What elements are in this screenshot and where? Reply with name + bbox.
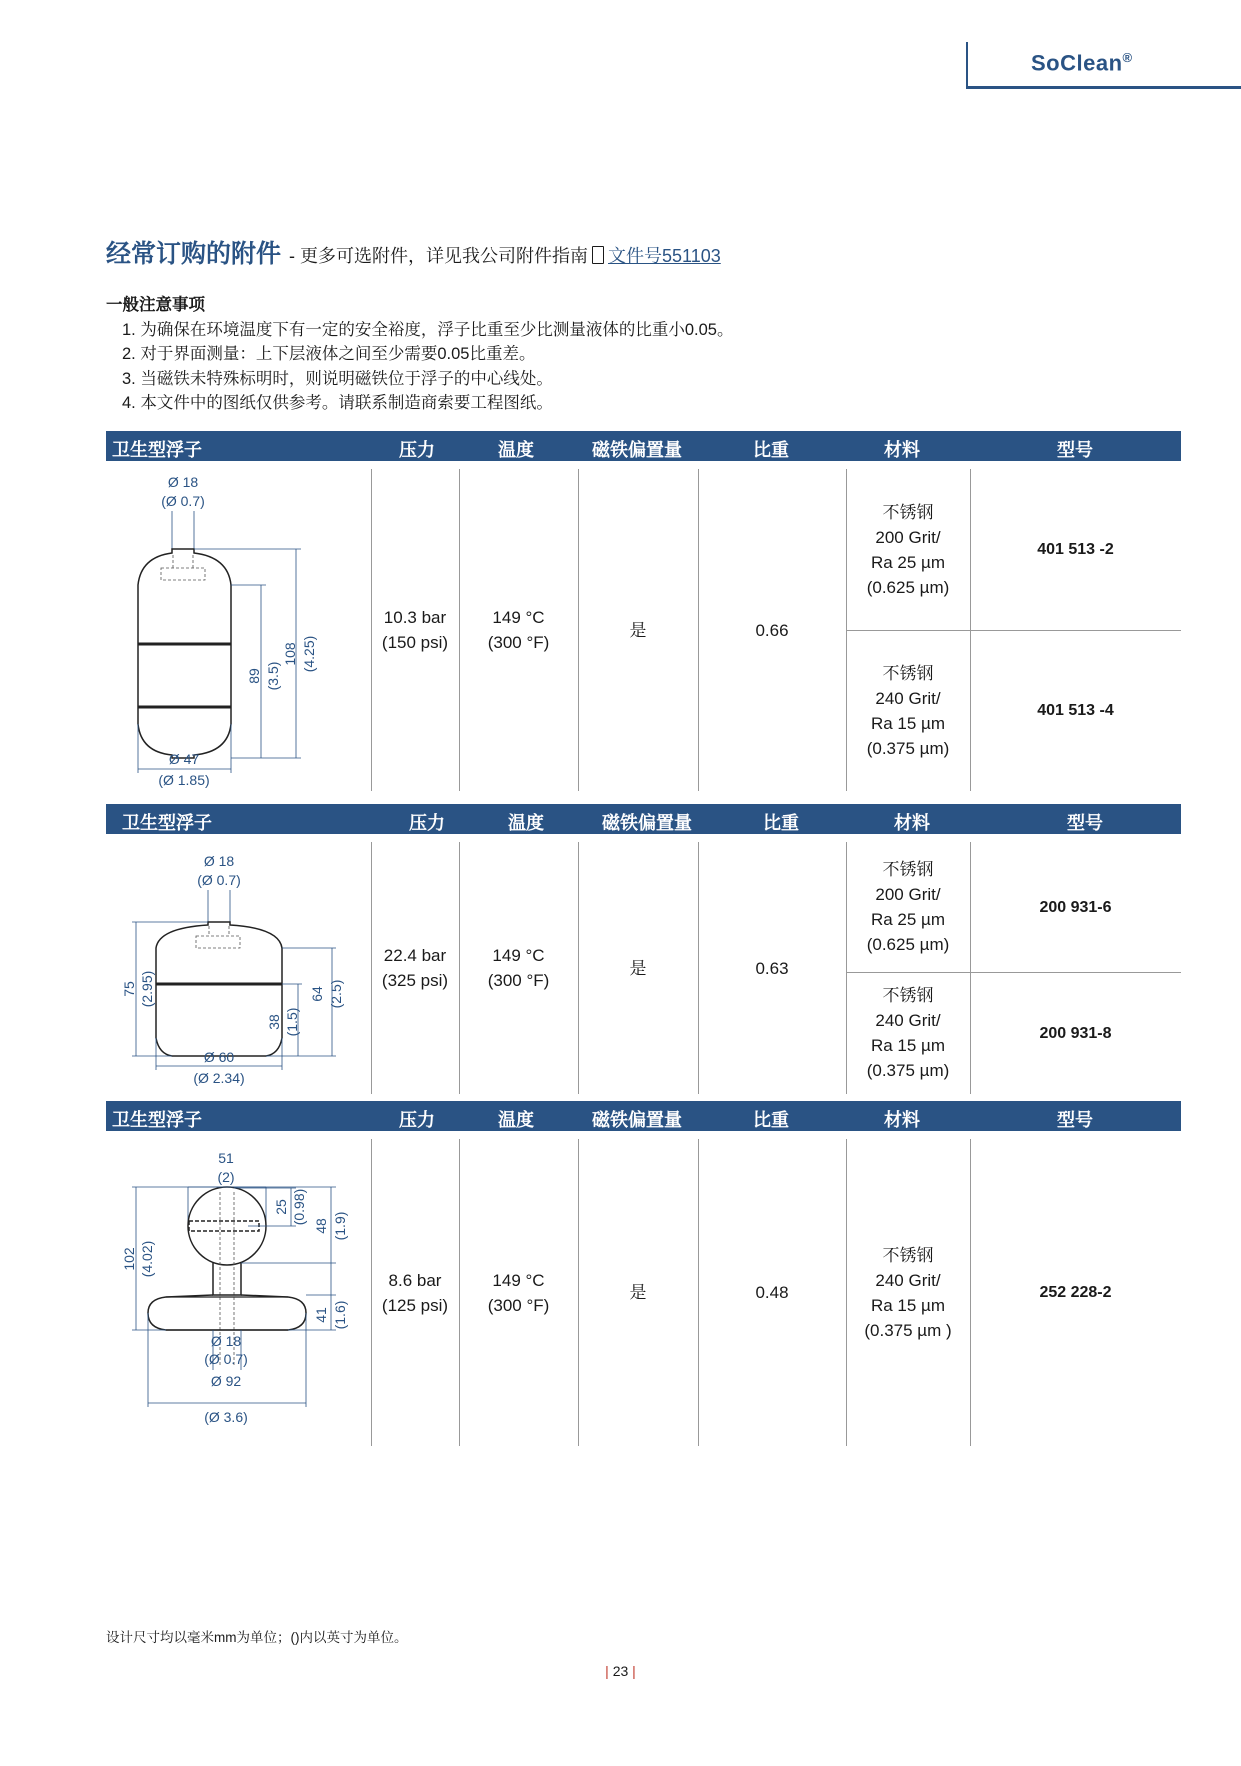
heading-subtitle: - 更多可选附件，详见我公司附件指南 <box>289 246 589 266</box>
table-header <box>106 804 1181 834</box>
dim-base-diameter-in: (Ø 3.6) <box>204 1409 248 1425</box>
header-material: 材料 <box>884 1110 920 1130</box>
table-header <box>106 1101 1181 1131</box>
heading-title: 经常订购的附件 <box>106 240 282 268</box>
dim-base-diameter: Ø 92 <box>210 1373 242 1389</box>
dim-top-diameter-in: (Ø 0.7) <box>197 872 241 888</box>
notes-title: 一般注意事项 <box>106 296 205 314</box>
dim-total-height: 75 <box>121 981 137 997</box>
header-material: 材料 <box>894 813 930 833</box>
dim-magnet-in: (0.98) <box>291 1188 307 1226</box>
section-heading <box>106 234 721 270</box>
header-offset: 磁铁偏置量 <box>592 440 682 460</box>
header-temp: 温度 <box>498 1110 534 1130</box>
dim-top-diameter-in: (Ø 0.7) <box>161 493 205 509</box>
pressure-cell: 8.6 bar (125 psi) <box>381 1270 449 1315</box>
header-temp: 温度 <box>508 813 544 833</box>
dim-height-2: 108 <box>282 642 298 666</box>
model-cell: 252 228-2 <box>1039 1284 1112 1301</box>
dim-ball-diameter: 51 <box>218 1150 234 1166</box>
dim-height-1-in: (3.5) <box>265 661 281 691</box>
header-pressure: 压力 <box>399 1110 435 1130</box>
dim-bottom-diameter: Ø 47 <box>168 751 200 767</box>
dim-bottom-diameter: Ø 60 <box>203 1049 235 1065</box>
model-cell: 200 931-8 <box>1039 1024 1112 1042</box>
dim-total: 102 <box>121 1247 137 1271</box>
pressure-cell: 22.4 bar (325 psi) <box>381 946 449 990</box>
header-sg: 比重 <box>763 813 799 833</box>
header-model: 型号 <box>1067 813 1103 833</box>
float-table-3 <box>106 1101 1181 1446</box>
material-cell: 不锈钢 200 Grit/ Ra 25 µm (0.625 µm) <box>866 502 950 597</box>
pressure-cell: 10.3 bar (150 psi) <box>381 608 449 652</box>
header-offset: 磁铁偏置量 <box>592 1110 682 1130</box>
header-type: 卫生型浮子 <box>122 813 212 833</box>
document-link[interactable]: 文件号551103 <box>608 246 721 266</box>
header-pressure: 压力 <box>409 813 445 833</box>
dim-top-diameter: Ø 18 <box>167 474 199 490</box>
dim-lower: 41 <box>313 1307 329 1323</box>
dim-bottom-diameter-in: (Ø 2.34) <box>193 1070 245 1086</box>
header-model: 型号 <box>1057 1110 1093 1130</box>
sg-cell: 0.66 <box>755 620 789 640</box>
float-drawing-1 <box>106 467 371 791</box>
header-type: 卫生型浮子 <box>112 440 202 460</box>
dim-magnet-height: 38 <box>266 1014 282 1030</box>
temp-cell: 149 °C (300 °F) <box>487 1270 550 1315</box>
offset-cell: 是 <box>629 1283 647 1302</box>
header-material: 材料 <box>884 440 920 460</box>
dim-total-in: (4.02) <box>139 1240 155 1278</box>
sg-cell: 0.48 <box>755 1283 789 1302</box>
header-type: 卫生型浮子 <box>112 1110 202 1130</box>
float-drawing-2 <box>106 840 371 1094</box>
general-notes <box>106 293 733 416</box>
table-header <box>106 431 1181 461</box>
note-item: 4. 本文件中的图纸仅供参考。请联系制造商索要工程图纸。 <box>122 394 553 412</box>
material-cell: 不锈钢 240 Grit/ Ra 15 µm (0.375 µm ) <box>864 1245 952 1340</box>
header-pressure: 压力 <box>399 440 435 460</box>
dim-lower-in: (1.6) <box>332 1300 348 1330</box>
note-item: 3. 当磁铁未特殊标明时，则说明磁铁位于浮子的中心线处。 <box>122 369 553 388</box>
dim-top-diameter: Ø 18 <box>203 853 235 869</box>
dim-body-height: 64 <box>309 986 325 1002</box>
header-model: 型号 <box>1057 440 1093 460</box>
sg-cell: 0.63 <box>755 958 789 978</box>
offset-cell: 是 <box>629 620 647 640</box>
material-cell: 不锈钢 200 Grit/ Ra 25 µm (0.625 µm) <box>866 860 950 954</box>
dim-magnet-height-in: (1.5) <box>284 1007 300 1037</box>
header-sg: 比重 <box>753 1110 789 1130</box>
header-temp: 温度 <box>498 440 534 460</box>
material-cell: 不锈钢 240 Grit/ Ra 15 µm (0.375 µm) <box>866 986 950 1080</box>
dim-magnet: 25 <box>273 1199 289 1215</box>
model-cell: 200 931-6 <box>1039 898 1112 916</box>
brand-logo: SoClean® <box>1031 50 1133 76</box>
dim-stem-diameter: Ø 18 <box>210 1333 242 1349</box>
temp-cell: 149 °C (300 °F) <box>487 946 550 990</box>
page-number: | 23 | <box>605 1663 636 1679</box>
header-sg: 比重 <box>753 440 789 460</box>
dim-body-height-in: (2.5) <box>328 979 344 1009</box>
dim-stem-diameter-in: (Ø 0.7) <box>204 1351 248 1367</box>
dim-height-2-in: (4.25) <box>301 635 317 673</box>
dim-ball-diameter-in: (2) <box>217 1169 235 1185</box>
float-table-2 <box>106 804 1181 1094</box>
temp-cell: 149 °C (300 °F) <box>487 608 550 652</box>
model-cell: 401 513 -4 <box>1037 702 1114 719</box>
dim-bottom-diameter-in: (Ø 1.85) <box>158 772 210 788</box>
offset-cell: 是 <box>629 958 647 978</box>
note-item: 2. 对于界面测量：上下层液体之间至少需要0.05比重差。 <box>122 345 536 363</box>
document-icon <box>592 246 604 264</box>
header-offset: 磁铁偏置量 <box>602 813 692 833</box>
dim-upper: 48 <box>313 1218 329 1234</box>
brand-box <box>966 42 1241 89</box>
footnote: 设计尺寸均以毫米mm为单位；()内以英寸为单位。 <box>106 1630 408 1645</box>
float-drawing-3 <box>106 1137 371 1446</box>
dim-upper-in: (1.9) <box>332 1211 348 1241</box>
material-cell: 不锈钢 240 Grit/ Ra 15 µm (0.375 µm) <box>866 663 950 758</box>
note-item: 1. 为确保在环境温度下有一定的安全裕度，浮子比重至少比测量液体的比重小0.05。 <box>122 320 734 339</box>
dim-height-1: 89 <box>246 668 262 684</box>
float-table-1 <box>106 431 1181 791</box>
dim-total-height-in: (2.95) <box>139 970 155 1008</box>
model-cell: 401 513 -2 <box>1037 541 1114 558</box>
